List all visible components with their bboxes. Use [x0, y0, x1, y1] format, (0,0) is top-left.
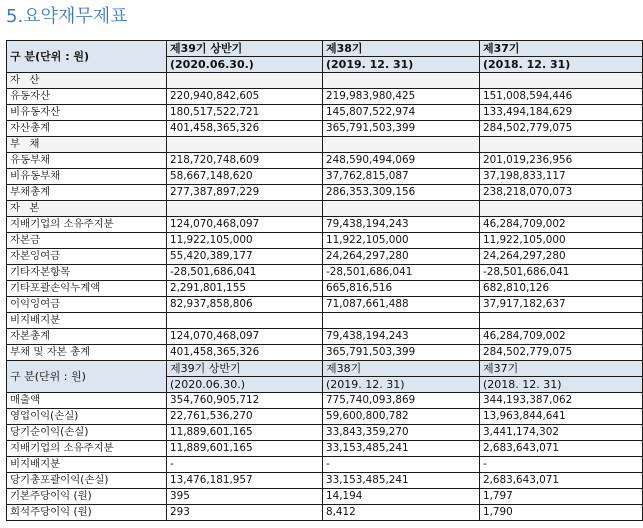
row-value: 37,917,182,637: [480, 297, 643, 313]
row-value: 22,761,536,270: [167, 409, 323, 425]
table-row: [7, 345, 643, 361]
header-date: (2019. 12. 31): [323, 57, 480, 73]
row-label: 비유동부채: [7, 169, 167, 185]
row-value: 293: [167, 505, 323, 521]
header-date: (2019. 12. 31): [323, 377, 480, 393]
row-value: 124,070,468,097: [167, 217, 323, 233]
table-row: [7, 89, 643, 105]
row-value: 248,590,494,069: [323, 153, 480, 169]
row-value: [480, 201, 643, 217]
row-value: [480, 313, 643, 329]
row-value: 2,291,801,155: [167, 281, 323, 297]
table-row: [7, 185, 643, 201]
row-value: [323, 73, 480, 89]
header-period: 제39기 상반기: [167, 41, 323, 57]
table-row: [7, 281, 643, 297]
income-statement-section: [7, 361, 643, 521]
row-label: 기타자본항목: [7, 265, 167, 281]
row-value: 775,740,093,869: [323, 393, 480, 409]
row-value: [167, 137, 323, 153]
table-row: [7, 169, 643, 185]
row-value: [480, 137, 643, 153]
row-label: 희석주당이익 (원): [7, 505, 167, 521]
row-value: [480, 73, 643, 89]
row-label: 비지배지분: [7, 313, 167, 329]
row-label: 영업이익(손실): [7, 409, 167, 425]
row-label: 유동자산: [7, 89, 167, 105]
row-label: 지배기업의 소유주지분: [7, 441, 167, 457]
header-period: 제38기: [323, 41, 480, 57]
row-value: 2,683,643,071: [480, 473, 643, 489]
table-row: [7, 249, 643, 265]
row-label: 자 산: [7, 73, 167, 89]
row-label: 자 본: [7, 201, 167, 217]
row-value: 365,791,503,399: [323, 345, 480, 361]
row-value: 133,494,184,629: [480, 105, 643, 121]
row-value: 46,284,709,002: [480, 217, 643, 233]
row-value: 59,600,800,782: [323, 409, 480, 425]
header-date: (2020.06.30.): [167, 57, 323, 73]
row-value: 180,517,522,721: [167, 105, 323, 121]
table-row: [7, 137, 643, 153]
row-label: 자산총계: [7, 121, 167, 137]
row-value: 14,194: [323, 489, 480, 505]
row-label: 당기총포괄이익(손실): [7, 473, 167, 489]
row-value: 11,922,105,000: [167, 233, 323, 249]
table-row: [7, 329, 643, 345]
table-row: [7, 217, 643, 233]
row-label: 유동부채: [7, 153, 167, 169]
row-value: 219,983,980,425: [323, 89, 480, 105]
page-title: 5.요약재무제표: [6, 6, 128, 27]
row-value: 11,889,601,165: [167, 425, 323, 441]
row-value: [323, 313, 480, 329]
row-value: 1,790: [480, 505, 643, 521]
row-label: 기타포괄손익누계액: [7, 281, 167, 297]
row-value: 277,387,897,229: [167, 185, 323, 201]
row-value: -28,501,686,041: [323, 265, 480, 281]
row-value: 13,476,181,957: [167, 473, 323, 489]
row-label: 자본잉여금: [7, 249, 167, 265]
row-value: -28,501,686,041: [480, 265, 643, 281]
row-label: 부채총계: [7, 185, 167, 201]
row-label: 자본금: [7, 233, 167, 249]
table-row: [7, 201, 643, 217]
table-row: [7, 457, 643, 473]
row-value: [323, 137, 480, 153]
summary-financial-table-wrapper: [6, 40, 642, 521]
row-label: 자본총계: [7, 329, 167, 345]
row-value: 145,807,522,974: [323, 105, 480, 121]
row-value: 24,264,297,280: [480, 249, 643, 265]
row-value: 11,889,601,165: [167, 441, 323, 457]
row-value: -: [167, 457, 323, 473]
table-row: [7, 265, 643, 281]
row-value: 354,760,905,712: [167, 393, 323, 409]
row-value: 284,502,779,075: [480, 121, 643, 137]
row-value: 55,420,389,177: [167, 249, 323, 265]
row-label: 당기순이익(손실): [7, 425, 167, 441]
table-row: [7, 393, 643, 409]
row-value: 8,412: [323, 505, 480, 521]
row-value: -: [480, 457, 643, 473]
table-row: [7, 73, 643, 89]
row-value: 37,762,815,087: [323, 169, 480, 185]
row-value: 124,070,468,097: [167, 329, 323, 345]
row-value: -: [323, 457, 480, 473]
row-value: 33,843,359,270: [323, 425, 480, 441]
row-label: 지배기업의 소유주지분: [7, 217, 167, 233]
row-value: 3,441,174,302: [480, 425, 643, 441]
row-label: 매출액: [7, 393, 167, 409]
row-value: 401,458,365,326: [167, 121, 323, 137]
table-row: [7, 409, 643, 425]
row-value: 33,153,485,241: [323, 441, 480, 457]
row-label: 비유동자산: [7, 105, 167, 121]
row-value: 401,458,365,326: [167, 345, 323, 361]
row-value: 79,438,194,243: [323, 329, 480, 345]
row-label: 부채 및 자본 총계: [7, 345, 167, 361]
table-row: [7, 489, 643, 505]
row-value: 151,008,594,446: [480, 89, 643, 105]
balance-sheet-section: [7, 41, 643, 361]
row-value: [323, 201, 480, 217]
row-value: 24,264,297,280: [323, 249, 480, 265]
table-header-row: [7, 41, 643, 57]
row-value: 13,963,844,641: [480, 409, 643, 425]
row-value: 1,797: [480, 489, 643, 505]
table-header-row: [7, 361, 643, 377]
row-value: 365,791,503,399: [323, 121, 480, 137]
row-value: 71,087,661,488: [323, 297, 480, 313]
header-date: (2018. 12. 31): [480, 377, 643, 393]
header-date: (2018. 12. 31): [480, 57, 643, 73]
row-value: 37,198,833,117: [480, 169, 643, 185]
header-period: 제38기: [323, 361, 480, 377]
row-label: 이익잉여금: [7, 297, 167, 313]
row-value: 11,922,105,000: [480, 233, 643, 249]
header-period: 제37기: [480, 41, 643, 57]
row-value: 395: [167, 489, 323, 505]
row-value: 665,816,516: [323, 281, 480, 297]
table-row: [7, 153, 643, 169]
row-label: 비지배지분: [7, 457, 167, 473]
table-row: [7, 297, 643, 313]
row-value: 79,438,194,243: [323, 217, 480, 233]
row-value: 344,193,387,062: [480, 393, 643, 409]
row-value: 58,667,148,620: [167, 169, 323, 185]
row-label: 부 채: [7, 137, 167, 153]
row-value: 218,720,748,609: [167, 153, 323, 169]
row-value: -28,501,686,041: [167, 265, 323, 281]
row-value: 238,218,070,073: [480, 185, 643, 201]
row-label: 기본주당이익 (원): [7, 489, 167, 505]
table-row: [7, 313, 643, 329]
header-period: 제37기: [480, 361, 643, 377]
table-row: [7, 105, 643, 121]
row-value: 46,284,709,002: [480, 329, 643, 345]
table-row: [7, 473, 643, 489]
summary-financial-table: [6, 40, 643, 521]
row-value: 2,683,643,071: [480, 441, 643, 457]
row-value: 201,019,236,956: [480, 153, 643, 169]
row-value: 286,353,309,156: [323, 185, 480, 201]
row-value: 82,937,858,806: [167, 297, 323, 313]
row-value: 284,502,779,075: [480, 345, 643, 361]
table-row: [7, 233, 643, 249]
table-row: [7, 505, 643, 521]
row-value: 220,940,842,605: [167, 89, 323, 105]
header-period: 제39기 상반기: [167, 361, 323, 377]
row-value: 11,922,105,000: [323, 233, 480, 249]
row-value: 682,810,126: [480, 281, 643, 297]
row-value: [167, 201, 323, 217]
table-row: [7, 441, 643, 457]
table-row: [7, 425, 643, 441]
header-date: (2020.06.30.): [167, 377, 323, 393]
row-value: [167, 313, 323, 329]
header-unit-label: 구 분(단위 : 원): [7, 41, 167, 73]
header-unit-label: 구 분(단위 : 원): [7, 361, 167, 393]
row-value: [167, 73, 323, 89]
table-row: [7, 121, 643, 137]
row-value: 33,153,485,241: [323, 473, 480, 489]
